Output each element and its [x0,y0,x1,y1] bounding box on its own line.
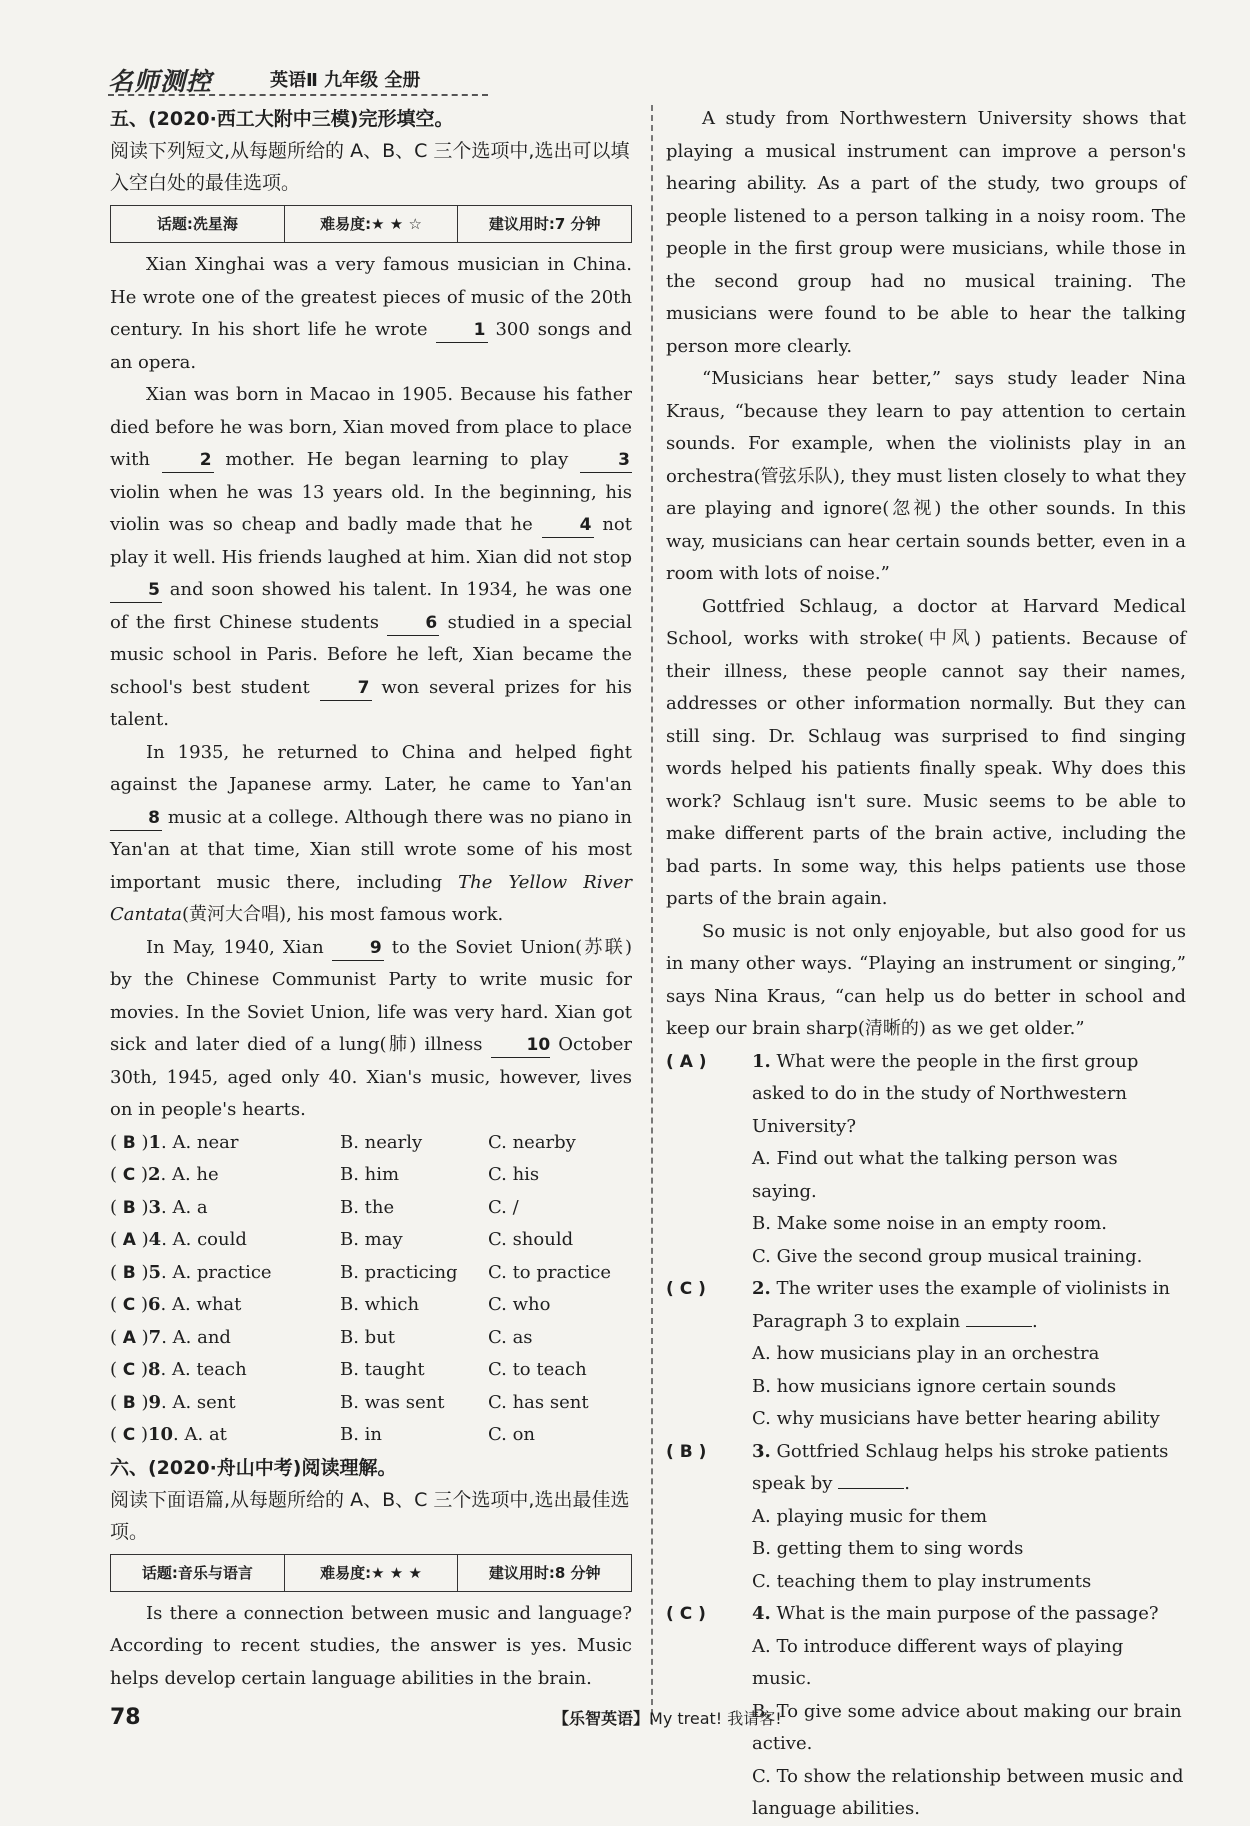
cloze-options [110,1127,632,1452]
question-3: ( B ) 3. Gottfried Schlaug helps his stroke patients speak by . A. playing music for them B. getting them to sing words C. teaching them to play instruments [666,1440,1169,1592]
reading-paragraph-4: Gottfried Schlaug, a doctor at Harvard Medical School, works with stroke(中风) patients. Because of their illness, these people cannot say their names, addresses or other information normally. But they can still sing. Dr. Schlaug was surprised to find singing words helped his patients finally speak. Why does this work? Schlaug isn't sure. Music seems to be able to make different parts of the brain active, including the bad parts. In some way, this helps patients use those parts of the brain again. [666,595,1186,909]
time-label: 建议用时:8 分钟 [457,1555,631,1591]
section6-meta [110,1554,632,1592]
cloze-paragraph-4: In May, 1940, Xian 9 to the Soviet Union(苏联) by the Chinese Communist Party to write music for movies. In the Soviet Union, life was very hard. Xian got sick and later died of a lung(肺) illness 10 October 30th, 1945, aged only 40. Xian's music, however, lives on in people's hearts. [110,936,632,1120]
blank-6: 6 [387,611,439,636]
option-row: ( C )6. A. what B. which C. who [110,1294,551,1315]
reading-paragraph-5: So music is not only enjoyable, but also good for us in many other ways. “Playing an instrument or singing,” says Nina Kraus, “can help us do better in school and keep our brain sharp(清晰的) as we get older.” [666,920,1186,1039]
blank-2: 2 [162,448,214,473]
blank-9: 9 [332,936,384,961]
blank-10: 10 [491,1033,551,1058]
difficulty-label: 难易度:★ ★ ☆ [284,206,458,242]
cloze-paragraph-2: Xian was born in Macao in 1905. Because his father died before he was born, Xian moved from place to place with 2 mother. He began learning to play 3 violin when he was 13 years old. In the beginning, his violin was so cheap and badly made that he 4 not play it well. His friends laughed at him. Xian did not stop 5 and soon showed his talent. In 1934, he was one of the first Chinese students 6 studied in a special music school in Paris. Before he left, Xian became the school's best student 7 won several prizes for his talent. [110,384,633,730]
blank-3: 3 [580,448,632,473]
option-row: ( B )5. A. practice B. practicing C. to practice [110,1261,612,1283]
option-row: ( B )9. A. sent B. was sent C. has sent [110,1391,589,1413]
question-2: ( C ) 2. The writer uses the example of violinists in Paragraph 3 to explain . A. how musicians play in an orchestra B. how musicians ignore certain sounds C. why musicians have better hearing ability [666,1278,1171,1429]
book-subtitle: 英语Ⅱ 九年级 全册 [270,70,421,91]
option-row: ( A )7. A. and B. but C. as [110,1326,533,1348]
section5-title: 五、(2020·西工大附中三模)完形填空。 [110,108,454,130]
option-row: ( B )1. A. near B. nearly C. nearby [110,1131,576,1153]
cloze-paragraph-3: In 1935, he returned to China and helped fight against the Japanese army. Later, he came to Yan'an 8 music at a college. Although there was no piano in Yan'an at that time, Xian still wrote some of his most important music there, including The Yellow River Cantata(黄河大合唱), his most famous work. [110,741,632,925]
column-divider [651,105,653,1725]
footer-slogan: 【乐智英语】My treat! 我请客! [553,1709,782,1728]
blank-4: 4 [542,513,594,538]
song-title: The Yellow River Cantata [110,871,632,925]
reading-paragraph-2: A study from Northwestern University shows that playing a musical instrument can improve a person's hearing ability. As a part of the study, two groups of people listened to a person talking in a noisy room. The people in the first group were musicians, while those in the second group had no musical training. The musicians were found to be able to hear the talking person more clearly. [666,108,1186,357]
section6-instruction: 阅读下面语篇,从每题所给的 A、B、C 三个选项中,选出最佳选项。 [110,1488,630,1543]
section5-meta [110,205,632,243]
topic-label: 话题:音乐与语言 [141,1563,253,1582]
right-column [666,103,1186,1826]
option-row: ( A )4. A. could B. may C. should [110,1229,574,1250]
book-brand: 名师测控 [108,67,213,96]
topic-label: 话题:冼星海 [156,215,238,233]
difficulty-label: 难易度:★ ★ ★ [284,1555,458,1591]
cloze-paragraph-1: Xian Xinghai was a very famous musician in China. He wrote one of the greatest pieces of music of the 20th century. In his short life he wrote 1 300 songs and an opera. [110,254,632,373]
reading-paragraph-3: “Musicians hear better,” says study leader Nina Kraus, “because they learn to pay attention to certain sounds. For example, when the violinists play in an orchestra(管弦乐队), they must listen closely to what they are playing and ignore(忽视) the other sounds. In this way, musicians can hear certain sounds better, even in a room with lots of noise.” [666,368,1186,584]
option-row: ( C )2. A. he B. him C. his [110,1164,540,1185]
option-row: ( C )10. A. at B. in C. on [110,1424,536,1445]
left-column [110,103,632,1695]
reading-paragraph-1: Is there a connection between music and language? According to recent studies, the answer is yes. Music helps develop certain language abilities in the brain. [110,1602,632,1689]
page-number: 78 [110,1705,141,1730]
blank-8: 8 [110,806,162,831]
section6-title: 六、(2020·舟山中考)阅读理解。 [110,1456,397,1479]
blank-7: 7 [320,676,372,701]
time-label: 建议用时:7 分钟 [457,206,631,242]
blank-5: 5 [110,578,162,603]
option-row: ( C )8. A. teach B. taught C. to teach [110,1359,587,1380]
header-divider [108,94,488,96]
question-4: ( C ) 4. What is the main purpose of the passage? A. To introduce different ways of playing music. B. To give some advice about making our brain active. C. To show the relationship between music and language abilities. [666,1603,1184,1819]
blank-1: 1 [436,318,488,343]
option-row: ( B )3. A. a B. the C. / [110,1196,519,1218]
section5-instruction: 阅读下列短文,从每题所给的 A、B、C 三个选项中,选出可以填入空白处的最佳选项。 [110,140,630,194]
question-1: ( A ) 1. What were the people in the first group asked to do in the study of Northwestern University? A. Find out what the talking person was saying. B. Make some noise in an empty room. C. Give the second group musical training. [666,1050,1143,1267]
page-header [108,62,490,96]
